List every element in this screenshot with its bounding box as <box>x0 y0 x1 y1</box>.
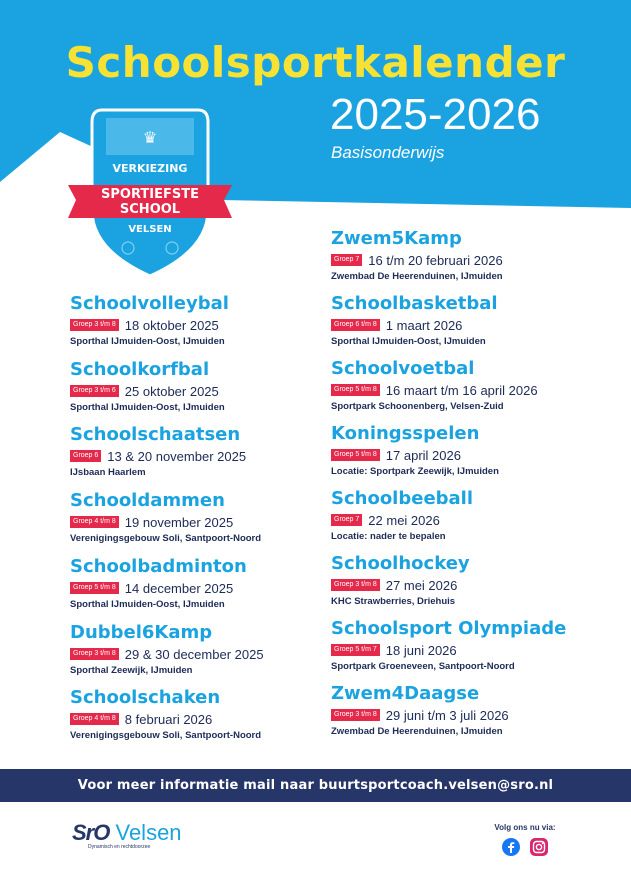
event-venue: Verenigingsgebouw Soli, Santpoort-Noord <box>70 730 262 741</box>
event-title: Schoolschaatsen <box>70 424 241 445</box>
event-item <box>331 488 591 542</box>
event-item <box>331 683 591 737</box>
event-venue: Sportpark Groeneveen, Santpoort-Noord <box>331 661 515 672</box>
event-title: Schoolvoetbal <box>331 358 475 379</box>
event-title: Schoolkorfbal <box>70 359 210 380</box>
event-venue: KHC Strawberries, Driehuis <box>331 596 456 607</box>
event-title: Zwem4Daagse <box>331 683 480 704</box>
season-year: 2025-2026 <box>330 90 541 139</box>
event-date: 14 december 2025 <box>124 580 234 596</box>
event-title: Schoolsport Olympiade <box>331 618 567 639</box>
facebook-icon[interactable] <box>502 838 520 856</box>
event-venue: Verenigingsgebouw Soli, Santpoort-Noord <box>70 533 262 544</box>
event-title: Schoolhockey <box>331 553 470 574</box>
event-item <box>70 424 330 478</box>
event-date: 16 maart t/m 16 april 2026 <box>385 382 538 398</box>
badge-bottom-text: VELSEN <box>128 224 172 235</box>
event-title: Schoolvolleybal <box>70 293 229 314</box>
event-date: 29 & 30 december 2025 <box>124 646 264 662</box>
event-title: Schoolbasketbal <box>331 293 498 314</box>
event-title: Dubbel6Kamp <box>70 622 213 643</box>
event-date: 19 november 2025 <box>124 514 234 530</box>
event-venue: IJsbaan Haarlem <box>70 467 146 478</box>
event-title: Schoolbadminton <box>70 556 247 577</box>
event-item <box>70 622 330 676</box>
event-date: 29 juni t/m 3 juli 2026 <box>385 707 509 723</box>
sportiefste-school-badge <box>60 100 240 280</box>
page-title: Schoolsportkalender <box>65 38 566 87</box>
event-venue: Sporthal IJmuiden-Oost, IJmuiden <box>70 402 225 413</box>
event-title: Schoolschaken <box>70 687 221 708</box>
event-venue: Sporthal Zeewijk, IJmuiden <box>70 665 193 676</box>
group-badge: Groep 7 <box>331 514 362 526</box>
event-item <box>70 359 330 413</box>
event-item <box>331 293 591 347</box>
event-item <box>70 490 330 544</box>
event-item <box>331 553 591 607</box>
follow-label: Volg ons nu via: <box>494 823 556 832</box>
event-venue: Sporthal IJmuiden-Oost, IJmuiden <box>331 336 486 347</box>
group-badge: Groep 6 <box>70 450 101 462</box>
event-item <box>70 293 330 347</box>
event-venue: Locatie: Sportpark Zeewijk, IJmuiden <box>331 466 499 477</box>
group-badge: Groep 5 t/m 8 <box>331 449 380 461</box>
event-title: Zwem5Kamp <box>331 228 462 249</box>
event-item <box>331 358 591 412</box>
group-badge: Groep 3 t/m 8 <box>70 319 119 331</box>
badge-top-text: VERKIEZING <box>112 162 188 175</box>
event-date: 25 oktober 2025 <box>124 383 219 399</box>
event-date: 16 t/m 20 februari 2026 <box>368 252 503 268</box>
badge-ribbon-line2: SCHOOL <box>119 202 181 217</box>
group-badge: Groep 4 t/m 8 <box>70 713 119 725</box>
subtitle: Basisonderwijs <box>331 143 445 162</box>
event-venue: Zwembad De Heerenduinen, IJmuiden <box>331 726 503 737</box>
event-title: Koningsspelen <box>331 423 480 444</box>
group-badge: Groep 6 t/m 8 <box>331 319 380 331</box>
event-venue: Zwembad De Heerenduinen, IJmuiden <box>331 271 503 282</box>
group-badge: Groep 3 t/m 8 <box>331 579 380 591</box>
group-badge: Groep 5 t/m 7 <box>331 644 380 656</box>
group-badge: Groep 5 t/m 8 <box>70 582 119 594</box>
group-badge: Groep 4 t/m 8 <box>70 516 119 528</box>
event-date: 8 februari 2026 <box>124 711 213 727</box>
svg-text:♛: ♛ <box>142 128 158 147</box>
contact-info-bar[interactable]: Voor meer informatie mail naar buurtsportcoach.velsen@sro.nl <box>0 769 631 802</box>
event-venue: Sportpark Schoonenberg, Velsen-Zuid <box>331 401 504 412</box>
sro-velsen-logo <box>72 820 192 870</box>
logo-velsen-text: Velsen <box>115 820 182 845</box>
event-item <box>331 228 591 282</box>
group-badge: Groep 3 t/m 8 <box>331 709 380 721</box>
event-venue: Sporthal IJmuiden-Oost, IJmuiden <box>70 336 225 347</box>
group-badge: Groep 3 t/m 8 <box>70 648 119 660</box>
event-date: 27 mei 2026 <box>385 577 458 593</box>
instagram-icon[interactable] <box>530 838 548 856</box>
event-date: 18 juni 2026 <box>385 642 457 658</box>
event-item <box>331 618 591 672</box>
event-item <box>70 556 330 610</box>
event-date: 22 mei 2026 <box>368 512 440 528</box>
social-follow <box>485 823 565 856</box>
event-item <box>70 687 330 741</box>
event-date: 13 & 20 november 2025 <box>107 448 247 464</box>
logo-sro-text: SrO <box>72 820 110 845</box>
group-badge: Groep 7 <box>331 254 362 266</box>
logo-tagline: Dynamisch en rechtdoorzee <box>88 844 151 850</box>
event-title: Schooldammen <box>70 490 225 511</box>
event-date: 1 maart 2026 <box>385 317 463 333</box>
group-badge: Groep 5 t/m 8 <box>331 384 380 396</box>
badge-ribbon-line1: SPORTIEFSTE <box>101 187 199 202</box>
event-date: 17 april 2026 <box>385 447 461 463</box>
event-date: 18 oktober 2025 <box>124 317 219 333</box>
event-venue: Sporthal IJmuiden-Oost, IJmuiden <box>70 599 225 610</box>
event-venue: Locatie: nader te bepalen <box>331 531 446 542</box>
event-title: Schoolbeeball <box>331 488 474 509</box>
event-item <box>331 423 591 477</box>
group-badge: Groep 3 t/m 6 <box>70 385 119 397</box>
